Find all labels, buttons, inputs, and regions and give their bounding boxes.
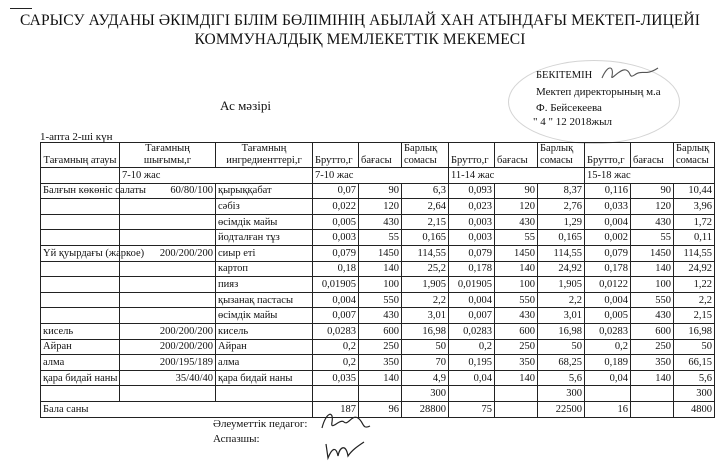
dish-name-cell <box>41 261 120 277</box>
value-cell: 250 <box>495 339 538 355</box>
menu-table-body <box>41 143 715 418</box>
value-cell: 25,2 <box>402 261 449 277</box>
value-cell: 0,003 <box>313 230 359 246</box>
value-cell: 140 <box>359 370 402 386</box>
value-cell: 16,98 <box>402 323 449 339</box>
value-cell: 70 <box>402 355 449 371</box>
value-cell: 0,178 <box>585 261 631 277</box>
value-cell: 0,07 <box>313 183 359 199</box>
value-cell: 300 <box>402 386 449 402</box>
value-cell: 250 <box>631 339 674 355</box>
ingredient-cell <box>216 386 313 402</box>
value-cell: 0,18 <box>313 261 359 277</box>
value-cell: 140 <box>631 261 674 277</box>
value-cell: 120 <box>631 199 674 215</box>
ingredient-cell: йодталған тұз <box>216 230 313 246</box>
approval-position: Мектеп директорының м.а <box>536 86 661 98</box>
table-row <box>41 355 715 371</box>
value-cell: 2,2 <box>402 292 449 308</box>
value-cell: 24,92 <box>538 261 585 277</box>
yield-cell: 35/40/40 <box>120 370 216 386</box>
value-cell: 0,079 <box>585 245 631 261</box>
yield-cell <box>120 214 216 230</box>
ingredient-cell: қырыққабат <box>216 183 313 199</box>
school-name-line1: САРЫСУ АУДАНЫ ӘКІМДІГІ БІЛІМ БӨЛІМІНІҢ АБЫЛАЙ ХАН АТЫНДАҒЫ МЕКТЕП-ЛИЦЕЙІ <box>20 12 700 29</box>
dish-name-cell <box>41 230 120 246</box>
header-total-3: Барлық сомасы <box>674 143 715 168</box>
ingredient-cell: алма <box>216 355 313 371</box>
yield-cell: 200/200/200 <box>120 323 216 339</box>
yield-cell <box>120 386 216 402</box>
ingredient-cell: қара бидай наны <box>216 370 313 386</box>
top-rule <box>10 8 32 9</box>
value-cell: 300 <box>538 386 585 402</box>
value-cell: 24,92 <box>674 261 715 277</box>
table-row <box>41 370 715 386</box>
value-cell: 0,035 <box>313 370 359 386</box>
dish-name-cell: қара бидай наны <box>41 370 120 386</box>
yield-cell <box>120 292 216 308</box>
ingredient-cell: өсімдік майы <box>216 308 313 324</box>
value-cell: 114,55 <box>538 245 585 261</box>
cook-label: Аспазшы: <box>213 433 260 445</box>
ingredient-cell: сәбіз <box>216 199 313 215</box>
approval-title: БЕКІТЕМІН <box>536 70 593 81</box>
children-count-cell: 96 <box>359 401 402 417</box>
dish-name-cell <box>41 308 120 324</box>
value-cell: 5,6 <box>674 370 715 386</box>
dish-name-cell: кисель <box>41 323 120 339</box>
value-cell: 2,76 <box>538 199 585 215</box>
value-cell <box>585 386 631 402</box>
age-group-2-label: 11-14 жас <box>449 168 585 184</box>
value-cell: 5,6 <box>538 370 585 386</box>
children-count-cell: 28800 <box>402 401 449 417</box>
value-cell: 120 <box>359 199 402 215</box>
dish-name-cell <box>41 292 120 308</box>
table-row <box>41 386 715 402</box>
value-cell: 0,2 <box>313 355 359 371</box>
value-cell: 250 <box>359 339 402 355</box>
yield-cell: 200/200/200 <box>120 245 216 261</box>
value-cell: 114,55 <box>674 245 715 261</box>
children-count-cell <box>631 401 674 417</box>
social-pedagogue-label: Әлеуметтік педагог: <box>213 418 308 430</box>
value-cell: 120 <box>495 199 538 215</box>
yield-cell <box>120 308 216 324</box>
value-cell: 55 <box>359 230 402 246</box>
dish-name-cell <box>41 386 120 402</box>
dish-name-cell: Айран <box>41 339 120 355</box>
value-cell: 0,093 <box>449 183 495 199</box>
value-cell: 16,98 <box>538 323 585 339</box>
value-cell: 430 <box>495 308 538 324</box>
value-cell: 2,15 <box>674 308 715 324</box>
table-row <box>41 323 715 339</box>
yield-cell <box>120 261 216 277</box>
value-cell: 3,01 <box>538 308 585 324</box>
header-price-1: бағасы <box>359 143 402 168</box>
value-cell: 66,15 <box>674 355 715 371</box>
value-cell: 2,15 <box>402 214 449 230</box>
value-cell: 16,98 <box>674 323 715 339</box>
header-total-2: Барлық сомасы <box>538 143 585 168</box>
value-cell: 0,023 <box>449 199 495 215</box>
ingredient-cell: картоп <box>216 261 313 277</box>
age-group-1-label: 7-10 жас <box>313 168 449 184</box>
value-cell: 0,189 <box>585 355 631 371</box>
header-total-1: Барлық сомасы <box>402 143 449 168</box>
value-cell: 0,004 <box>585 292 631 308</box>
value-cell: 68,25 <box>538 355 585 371</box>
value-cell: 6,3 <box>402 183 449 199</box>
value-cell <box>449 386 495 402</box>
ingredient-cell: сиыр еті <box>216 245 313 261</box>
value-cell: 0,0283 <box>313 323 359 339</box>
menu-table <box>40 142 715 418</box>
yield-cell <box>120 277 216 293</box>
value-cell: 430 <box>631 308 674 324</box>
value-cell: 0,165 <box>538 230 585 246</box>
value-cell: 100 <box>631 277 674 293</box>
header-price-3: бағасы <box>631 143 674 168</box>
value-cell: 1450 <box>359 245 402 261</box>
value-cell <box>359 386 402 402</box>
value-cell: 0,116 <box>585 183 631 199</box>
value-cell: 50 <box>674 339 715 355</box>
value-cell: 1450 <box>495 245 538 261</box>
header-brutto-3: Брутто,г <box>585 143 631 168</box>
value-cell: 140 <box>495 261 538 277</box>
value-cell: 0,01905 <box>313 277 359 293</box>
value-cell: 350 <box>495 355 538 371</box>
children-count-row <box>41 401 715 417</box>
table-row <box>41 308 715 324</box>
value-cell: 0,01905 <box>449 277 495 293</box>
value-cell: 2,2 <box>538 292 585 308</box>
dish-name-cell <box>41 199 120 215</box>
value-cell: 350 <box>631 355 674 371</box>
value-cell: 55 <box>631 230 674 246</box>
value-cell: 90 <box>359 183 402 199</box>
value-cell: 0,0122 <box>585 277 631 293</box>
value-cell: 1450 <box>631 245 674 261</box>
value-cell: 1,72 <box>674 214 715 230</box>
approval-date: " 4 " 12 2018жыл <box>533 116 612 128</box>
value-cell: 1,22 <box>674 277 715 293</box>
dish-name-cell: Балғын көкөніс салаты <box>41 183 120 199</box>
dish-name-cell <box>41 277 120 293</box>
pedagogue-signature <box>318 408 373 436</box>
value-cell: 114,55 <box>402 245 449 261</box>
value-cell: 0,195 <box>449 355 495 371</box>
value-cell: 0,11 <box>674 230 715 246</box>
value-cell: 0,178 <box>449 261 495 277</box>
value-cell: 3,96 <box>674 199 715 215</box>
children-count-cell: 4800 <box>674 401 715 417</box>
value-cell: 1,29 <box>538 214 585 230</box>
value-cell: 430 <box>359 308 402 324</box>
table-row <box>41 261 715 277</box>
value-cell: 0,2 <box>585 339 631 355</box>
children-count-cell <box>495 401 538 417</box>
value-cell: 350 <box>359 355 402 371</box>
children-count-cell: 22500 <box>538 401 585 417</box>
header-yield: Тағамның шығымы,г <box>120 143 216 168</box>
value-cell: 10,44 <box>674 183 715 199</box>
value-cell: 1,905 <box>402 277 449 293</box>
value-cell: 0,004 <box>449 292 495 308</box>
value-cell: 550 <box>631 292 674 308</box>
yield-cell: 60/80/100 <box>120 183 216 199</box>
header-brutto-1: Брутто,г <box>313 143 359 168</box>
value-cell: 550 <box>495 292 538 308</box>
value-cell: 600 <box>631 323 674 339</box>
children-count-label: Бала саны <box>41 401 313 417</box>
value-cell: 100 <box>495 277 538 293</box>
value-cell: 8,37 <box>538 183 585 199</box>
value-cell <box>313 386 359 402</box>
yield-cell: 200/200/200 <box>120 339 216 355</box>
value-cell: 0,0283 <box>585 323 631 339</box>
header-ingredients: Тағамның ингредиенттері,г <box>216 143 313 168</box>
value-cell: 0,004 <box>313 292 359 308</box>
value-cell: 0,007 <box>313 308 359 324</box>
children-count-cell: 187 <box>313 401 359 417</box>
age-group-3-label: 15-18 жас <box>585 168 715 184</box>
value-cell: 2,2 <box>674 292 715 308</box>
value-cell: 1,905 <box>538 277 585 293</box>
value-cell: 140 <box>359 261 402 277</box>
value-cell: 0,165 <box>402 230 449 246</box>
ingredient-cell: кисель <box>216 323 313 339</box>
header-dish: Тағамның атауы <box>41 143 120 168</box>
table-row <box>41 277 715 293</box>
value-cell: 0,04 <box>449 370 495 386</box>
week-label: 1-апта 2-ші күн <box>40 131 113 143</box>
header-price-2: бағасы <box>495 143 538 168</box>
table-row <box>41 183 715 199</box>
value-cell: 0,005 <box>313 214 359 230</box>
value-cell: 0,007 <box>449 308 495 324</box>
value-cell: 140 <box>495 370 538 386</box>
ingredient-cell: пияз <box>216 277 313 293</box>
menu-title: Ас мәзірі <box>220 98 271 113</box>
value-cell: 50 <box>402 339 449 355</box>
yield-cell <box>120 230 216 246</box>
value-cell: 0,04 <box>585 370 631 386</box>
age-group-1-label-left: 7-10 жас <box>120 168 313 184</box>
table-row <box>41 214 715 230</box>
approval-name: Ф. Бейсекеева <box>536 102 602 114</box>
value-cell: 0,079 <box>449 245 495 261</box>
dish-name-cell: Үй қуырдағы (жаркое) <box>41 245 120 261</box>
dish-name-cell <box>41 214 120 230</box>
table-row <box>41 199 715 215</box>
ingredient-cell: өсімдік майы <box>216 214 313 230</box>
value-cell: 430 <box>495 214 538 230</box>
value-cell: 0,005 <box>585 308 631 324</box>
value-cell: 0,003 <box>449 230 495 246</box>
value-cell: 0,033 <box>585 199 631 215</box>
value-cell: 100 <box>359 277 402 293</box>
value-cell: 550 <box>359 292 402 308</box>
value-cell: 0,002 <box>585 230 631 246</box>
children-count-cell: 75 <box>449 401 495 417</box>
yield-cell: 200/195/189 <box>120 355 216 371</box>
ingredient-cell: қызанақ пастасы <box>216 292 313 308</box>
value-cell: 600 <box>359 323 402 339</box>
table-row <box>41 245 715 261</box>
value-cell: 300 <box>674 386 715 402</box>
school-name-line2: КОММУНАЛДЫҚ МЕМЛЕКЕТТІК МЕКЕМЕСІ <box>194 31 526 48</box>
value-cell: 2,64 <box>402 199 449 215</box>
children-count-cell: 16 <box>585 401 631 417</box>
value-cell: 0,003 <box>449 214 495 230</box>
dish-name-cell: алма <box>41 355 120 371</box>
table-row <box>41 230 715 246</box>
value-cell: 90 <box>495 183 538 199</box>
table-row <box>41 339 715 355</box>
value-cell: 3,01 <box>402 308 449 324</box>
value-cell: 55 <box>495 230 538 246</box>
value-cell: 90 <box>631 183 674 199</box>
value-cell: 0,2 <box>313 339 359 355</box>
age-group-row <box>41 168 715 184</box>
value-cell: 0,079 <box>313 245 359 261</box>
director-signature <box>600 62 660 84</box>
value-cell: 140 <box>631 370 674 386</box>
value-cell: 0,2 <box>449 339 495 355</box>
cook-signature <box>322 436 367 462</box>
value-cell: 50 <box>538 339 585 355</box>
value-cell: 430 <box>631 214 674 230</box>
value-cell <box>495 386 538 402</box>
value-cell: 0,0283 <box>449 323 495 339</box>
table-row <box>41 292 715 308</box>
value-cell: 430 <box>359 214 402 230</box>
value-cell: 0,004 <box>585 214 631 230</box>
ingredient-cell: Айран <box>216 339 313 355</box>
value-cell: 600 <box>495 323 538 339</box>
value-cell: 0,022 <box>313 199 359 215</box>
value-cell: 4,9 <box>402 370 449 386</box>
value-cell <box>631 386 674 402</box>
header-brutto-2: Брутто,г <box>449 143 495 168</box>
yield-cell <box>120 199 216 215</box>
